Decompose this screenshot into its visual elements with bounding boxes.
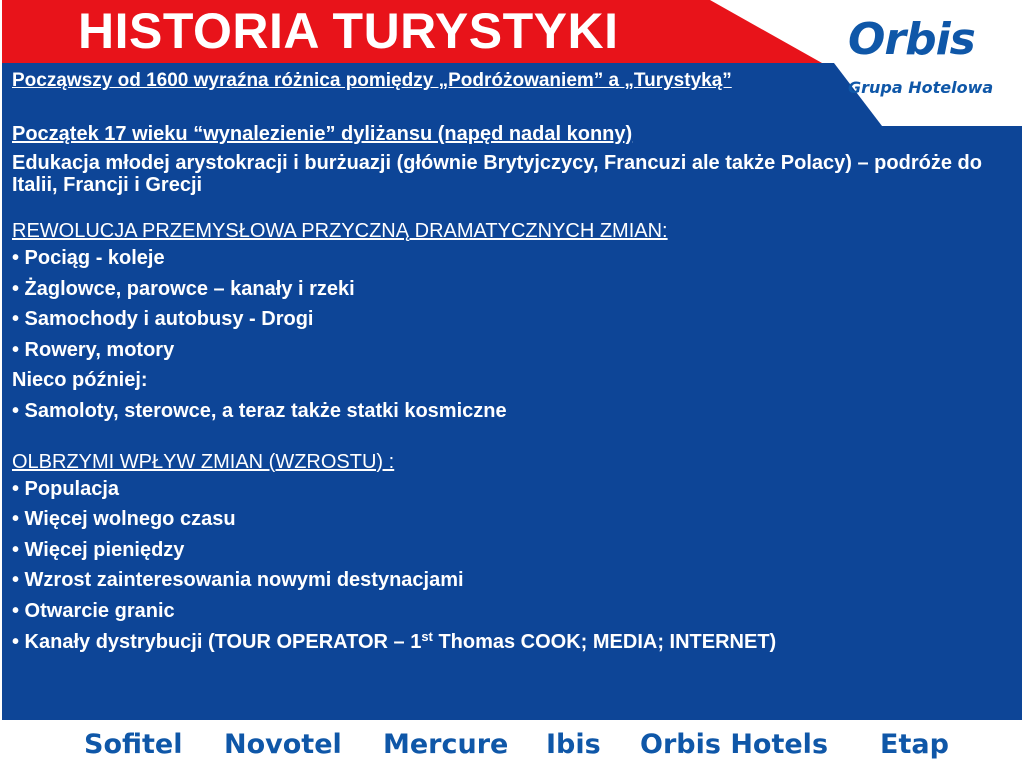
list-item: • Więcej pieniędzy: [12, 538, 185, 561]
list-item: • Wzrost zainteresowania nowymi destynacjami: [12, 569, 464, 592]
list-item: • Otwarcie granic: [12, 599, 175, 622]
brand-novotel: Novotel: [224, 729, 342, 760]
list-item: • Rowery, motory: [12, 338, 175, 361]
distribution-superscript: st: [421, 628, 433, 644]
brand-orbis-hotels: Orbis Hotels: [640, 729, 829, 760]
list-item: • Samochody i autobusy - Drogi: [12, 308, 314, 331]
lead-line: Począwszy od 1600 wyraźna różnica pomiędzy „Podróżowaniem” a „Turystyką”: [12, 70, 732, 91]
brand-mercure: Mercure: [383, 729, 509, 760]
list-item-distribution: [12, 627, 1012, 658]
list-item: • Żaglowce, parowce – kanały i rzeki: [12, 277, 355, 300]
slide-title: HISTORIA TURYSTYKI: [78, 3, 619, 59]
brand-etap: Etap: [880, 729, 949, 760]
revolution-heading: REWOLUCJA PRZEMYSŁOWA PRZYCZNĄ DRAMATYCZNYCH ZMIAN:: [12, 220, 668, 242]
brand-ibis: Ibis: [546, 729, 601, 760]
distribution-suffix: Thomas COOK; MEDIA; INTERNET): [432, 630, 777, 653]
list-item: • Samoloty, sterowce, a teraz także statki kosmiczne: [12, 399, 507, 422]
impact-heading: OLBRZYMI WPŁYW ZMIAN (WZROSTU) :: [12, 450, 395, 473]
orbis-logo-subtitle: Grupa Hotelowa: [848, 78, 994, 97]
list-item: • Populacja: [12, 477, 120, 500]
list-item: • Pociąg - koleje: [12, 247, 165, 269]
orbis-logo: Orbis: [848, 14, 975, 65]
list-item: • Więcej wolnego czasu: [12, 508, 236, 531]
education-paragraph: Edukacja młodej arystokracji i burżuazji (głównie Brytyjczycy, Francuzi ale także Polacy) – podróże do Italii, Francji i Grecji: [12, 152, 982, 196]
intro-line: Początek 17 wieku “wynalezienie” dyliżansu (napęd nadal konny): [12, 123, 633, 145]
later-label: Nieco później:: [12, 369, 148, 392]
brand-sofitel: Sofitel: [84, 729, 183, 760]
distribution-prefix: • Kanały dystrybucji (TOUR OPERATOR – 1: [12, 630, 422, 653]
slide-content: [12, 69, 1012, 657]
